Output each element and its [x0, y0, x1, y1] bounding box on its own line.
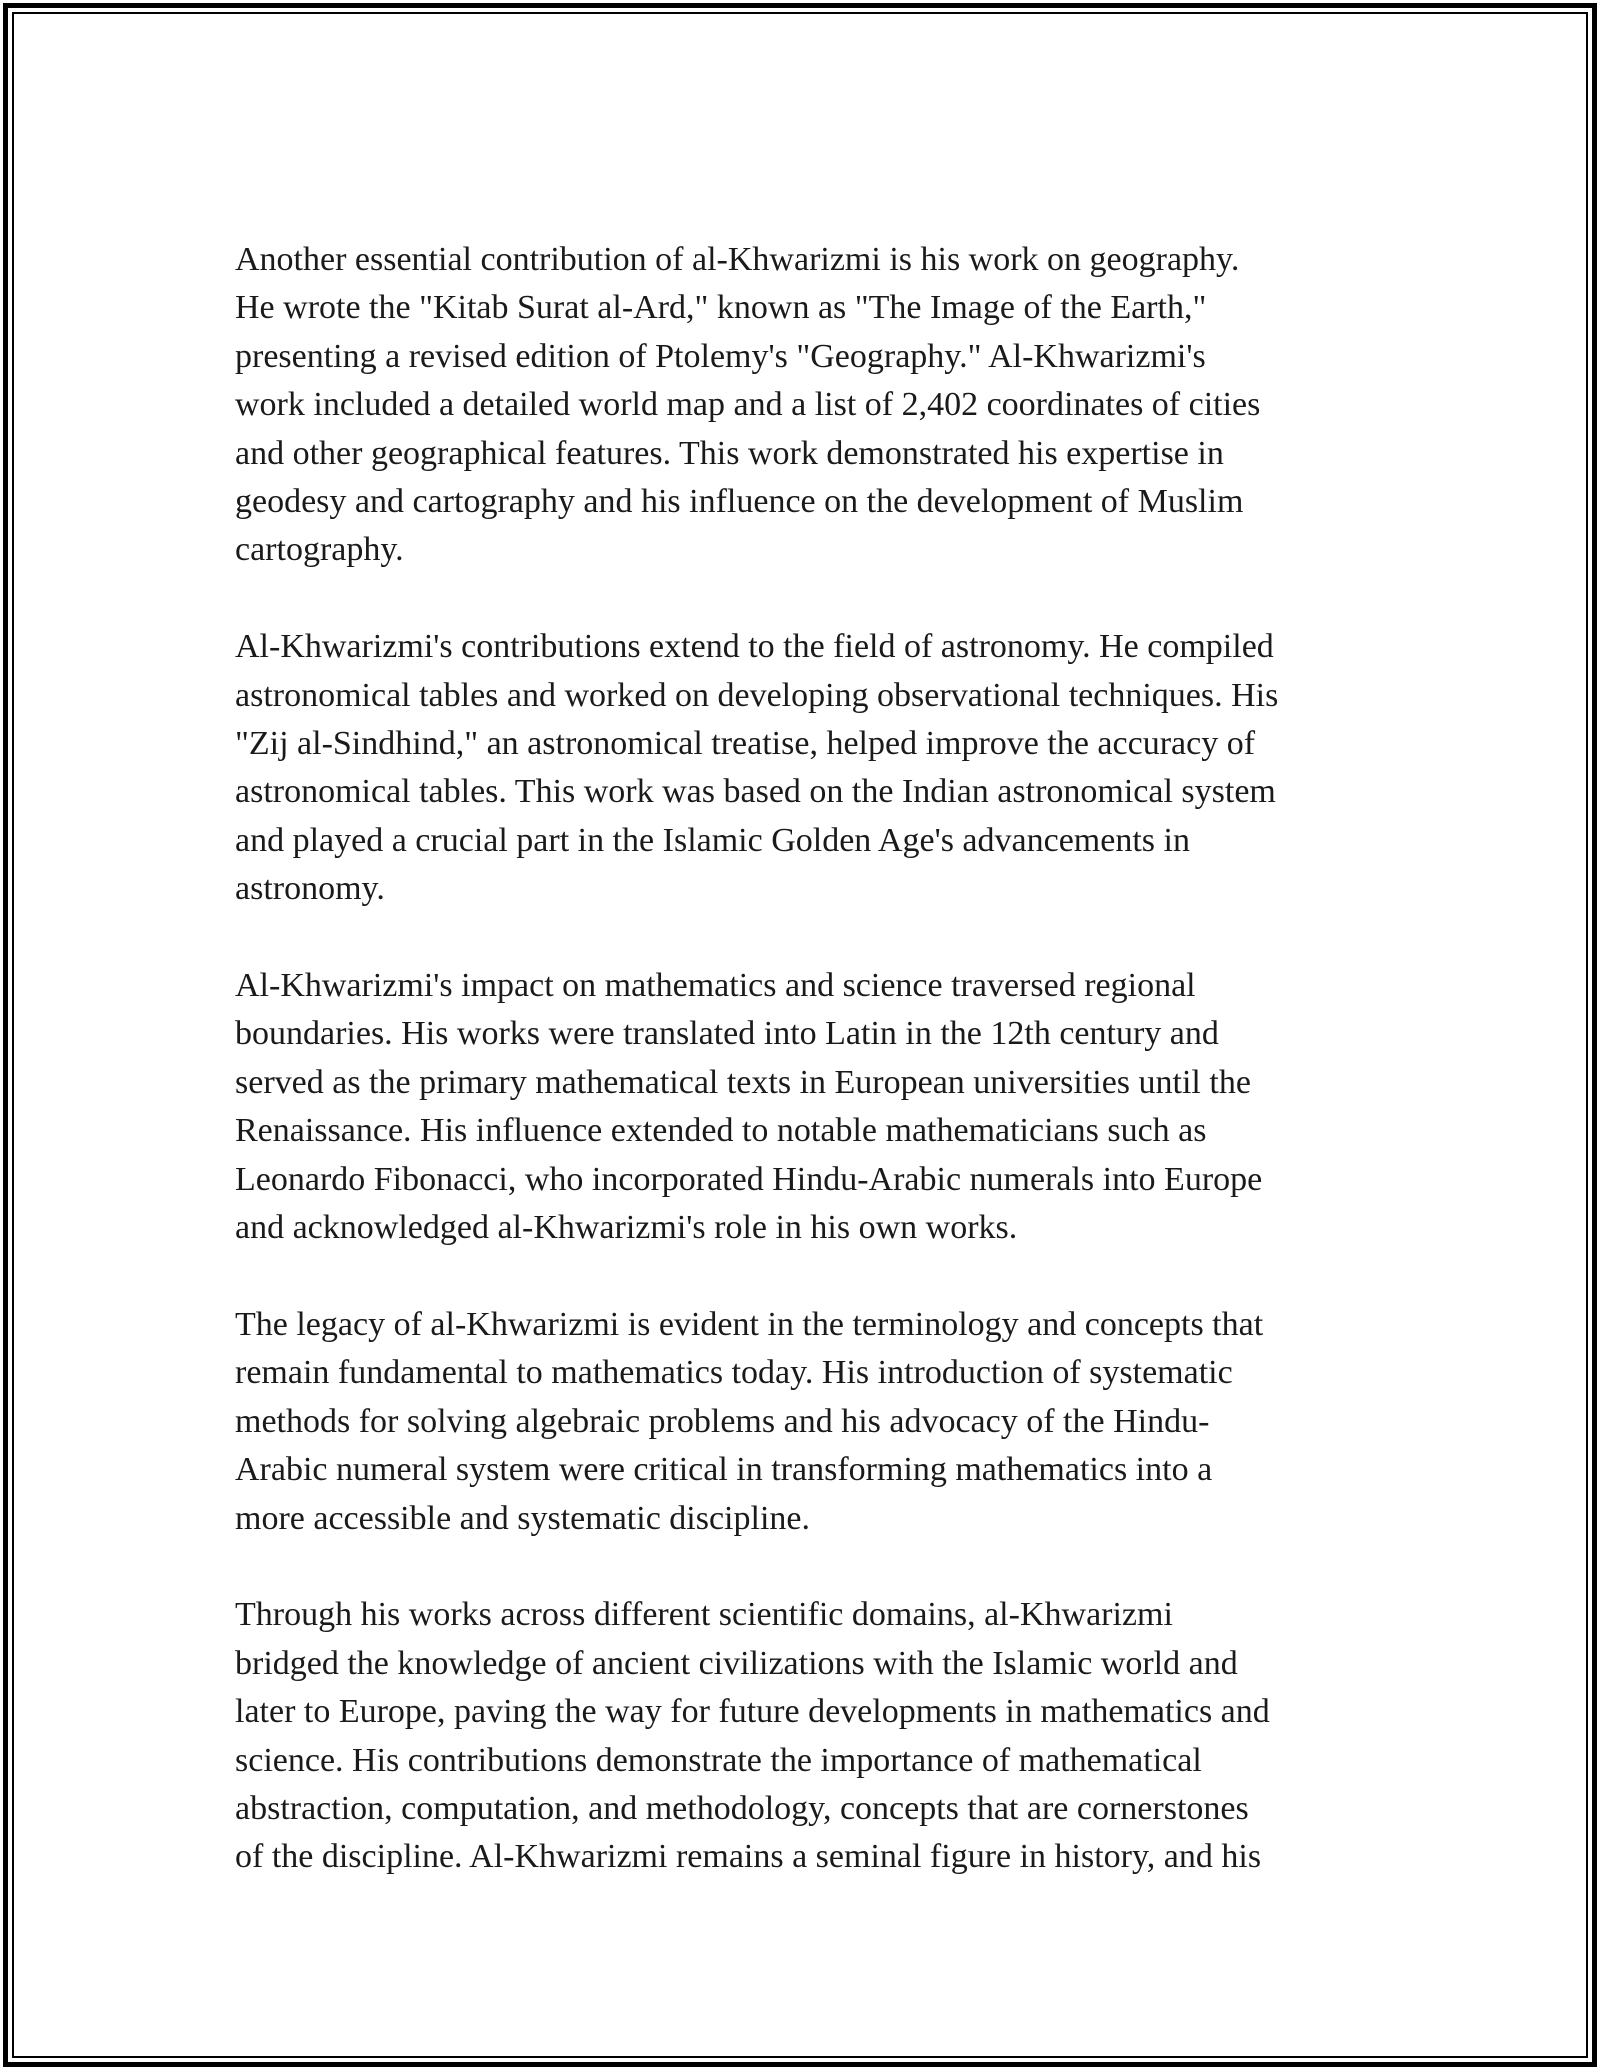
text-line: boundaries. His works were translated into Latin in the 12th century and [235, 1015, 1219, 1053]
text-line: served as the primary mathematical texts in European universities until the [235, 1063, 1251, 1101]
text-line: The legacy of al-Khwarizmi is evident in the terminology and concepts that [235, 1305, 1264, 1343]
paragraph-astronomy [235, 623, 1375, 913]
text-line: He wrote the "Kitab Surat al-Ard," known as "The Image of the Earth," [235, 289, 1207, 327]
text-line: remain fundamental to mathematics today. His introduction of systematic [235, 1354, 1233, 1392]
text-line: and other geographical features. This work demonstrated his expertise in [235, 434, 1224, 472]
text-line: bridged the knowledge of ancient civilizations with the Islamic world and [235, 1644, 1238, 1682]
text-line: Leonardo Fibonacci, who incorporated Hindu-Arabic numerals into Europe [235, 1160, 1263, 1198]
text-line: Another essential contribution of al-Khwarizmi is his work on geography. [235, 241, 1240, 278]
paragraph-geography [235, 236, 1375, 575]
text-line: Arabic numeral system were critical in transforming mathematics into a [235, 1451, 1213, 1489]
text-line: methods for solving algebraic problems and his advocacy of the Hindu- [235, 1402, 1210, 1440]
text-line: abstraction, computation, and methodology, concepts that are cornerstones [235, 1789, 1249, 1827]
text-line: presenting a revised edition of Ptolemy's "Geography." Al-Khwarizmi's [235, 337, 1206, 375]
text-line: Renaissance. His influence extended to notable mathematicians such as [235, 1112, 1207, 1150]
text-line: of the discipline. Al-Khwarizmi remains a seminal figure in history, and his [235, 1838, 1262, 1876]
text-line: and played a crucial part in the Islamic Golden Age's advancements in [235, 821, 1190, 859]
text-line: geodesy and cartography and his influence on the development of Muslim [235, 483, 1244, 521]
text-line: science. His contributions demonstrate the importance of mathematical [235, 1741, 1202, 1779]
text-line: Through his works across different scientific domains, al-Khwarizmi [235, 1596, 1173, 1634]
text-line: and acknowledged al-Khwarizmi's role in his own works. [235, 1209, 1018, 1247]
paragraph-conclusion [235, 1591, 1375, 1881]
text-line: work included a detailed world map and a list of 2,402 coordinates of cities [235, 386, 1261, 424]
document-body [235, 236, 1375, 1930]
text-line: astronomical tables. This work was based on the Indian astronomical system [235, 773, 1276, 811]
text-line: Al-Khwarizmi's contributions extend to the field of astronomy. He compiled [235, 628, 1274, 666]
paragraph-impact [235, 962, 1375, 1252]
text-line: "Zij al-Sindhind," an astronomical treatise, helped improve the accuracy of [235, 725, 1256, 763]
text-line: more accessible and systematic discipline. [235, 1499, 810, 1537]
paragraph-legacy [235, 1301, 1375, 1543]
text-line: cartography. [235, 531, 404, 569]
text-line: astronomy. [235, 870, 385, 908]
text-line: astronomical tables and worked on developing observational techniques. His [235, 676, 1279, 714]
text-line: Al-Khwarizmi's impact on mathematics and science traversed regional [235, 967, 1196, 1005]
text-line: later to Europe, paving the way for future developments in mathematics and [235, 1693, 1270, 1731]
